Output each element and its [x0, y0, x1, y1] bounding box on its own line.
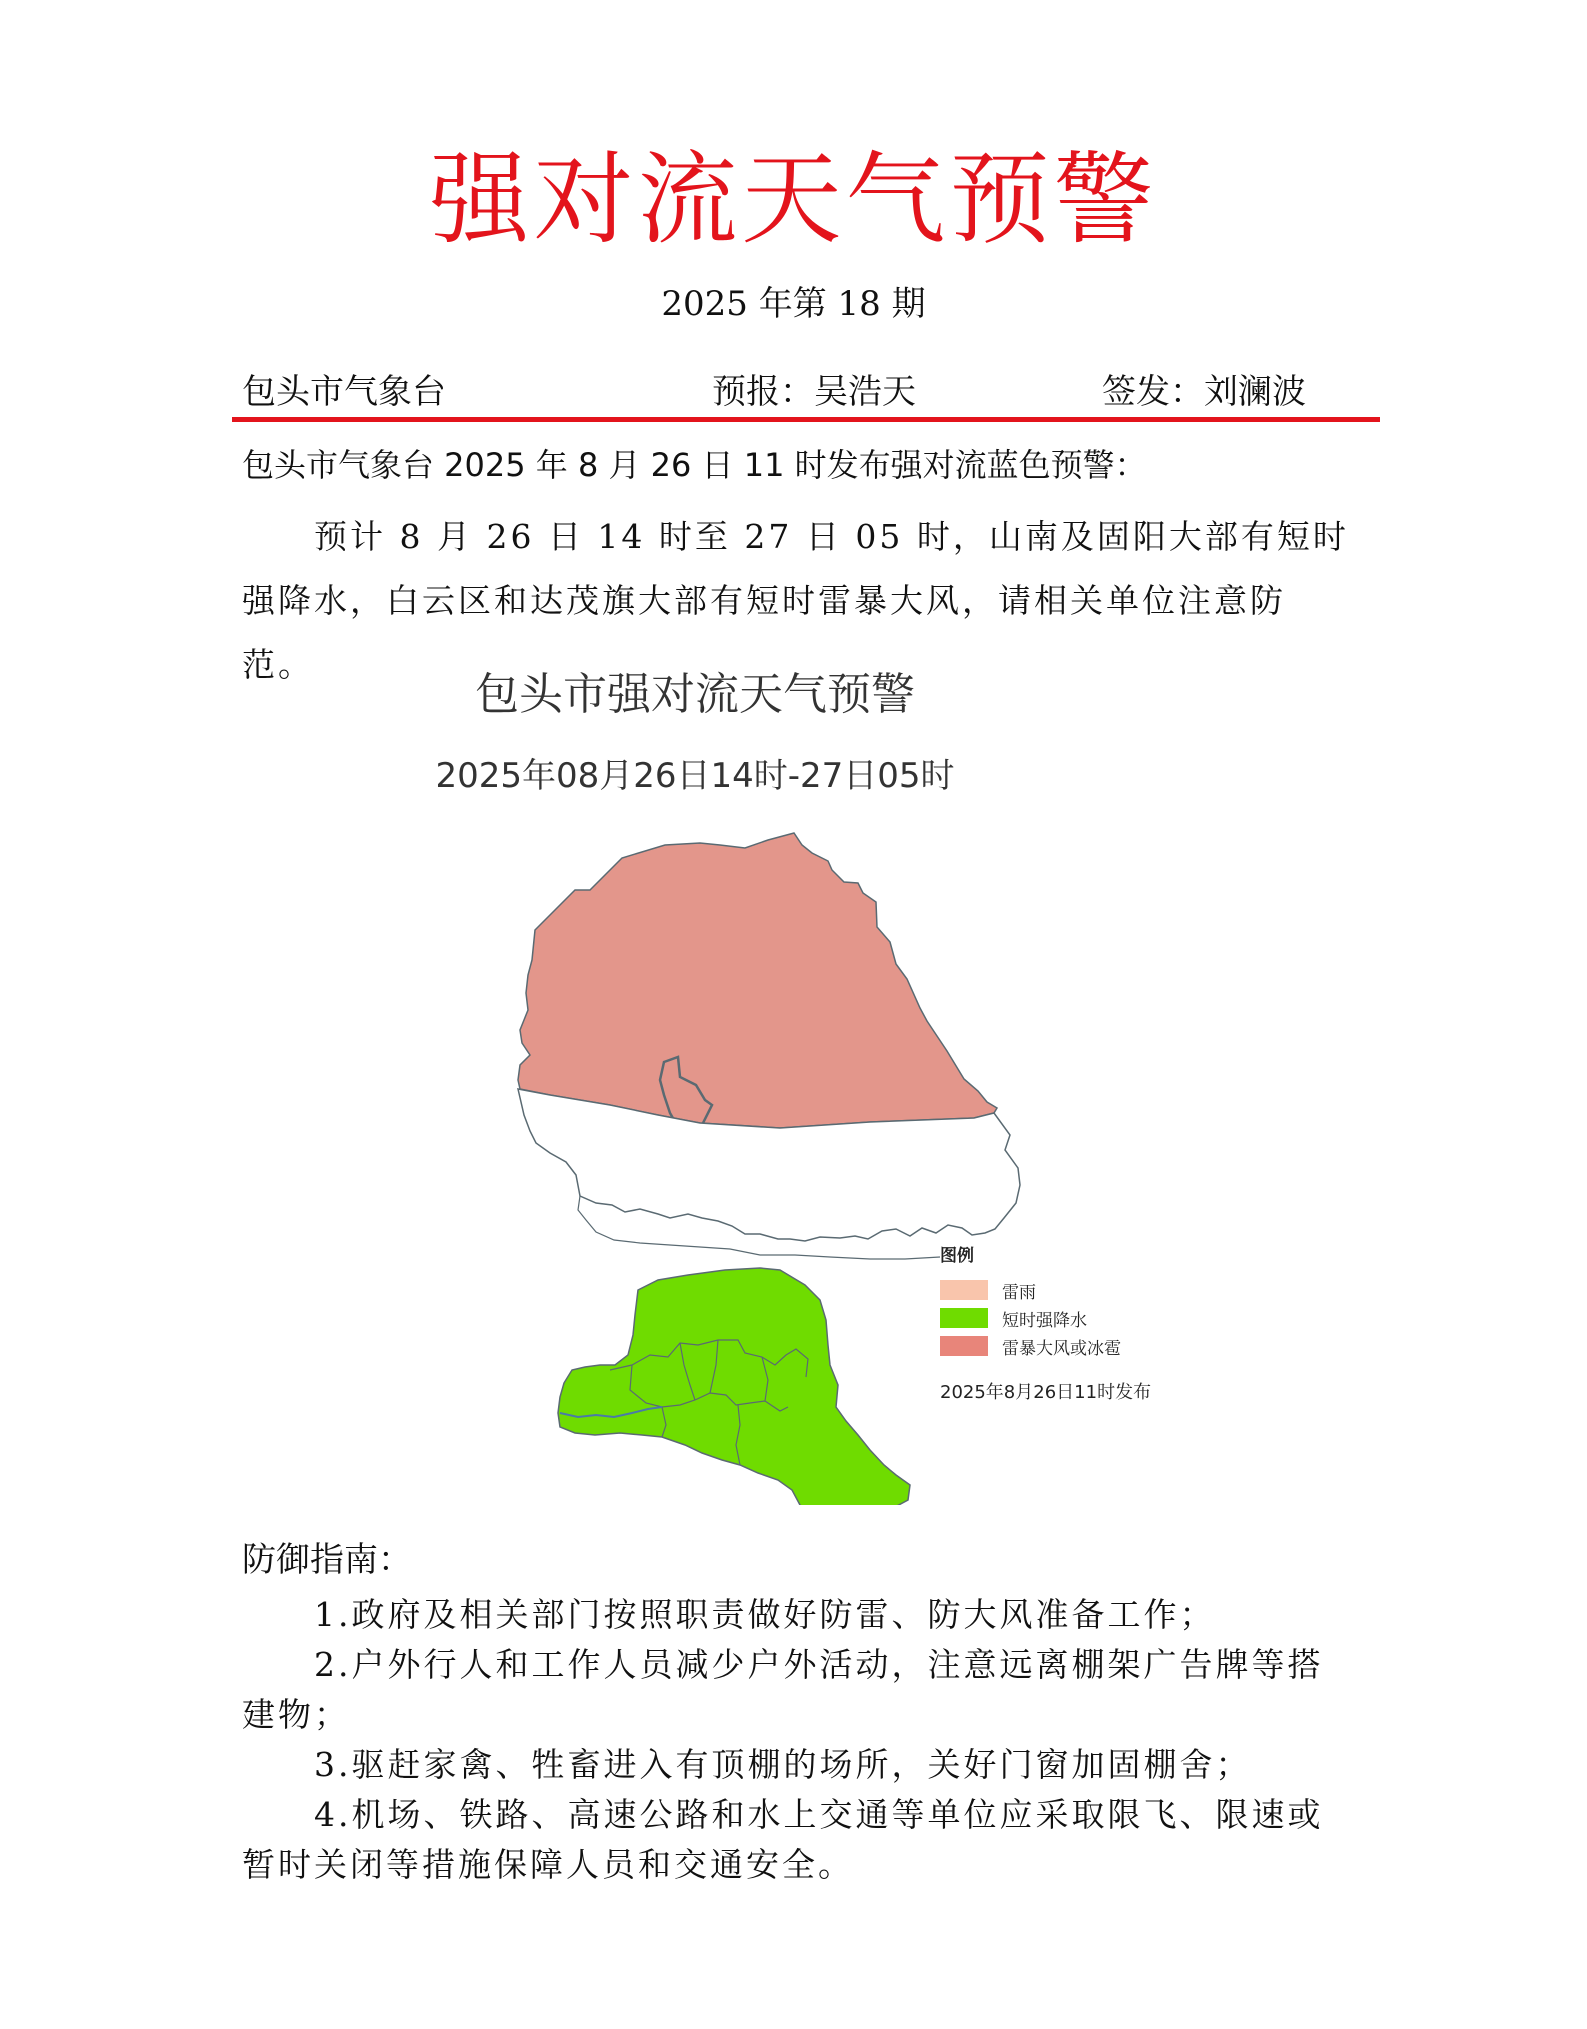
- signer: 签发：刘澜波: [1102, 372, 1306, 412]
- guidance-list: [242, 1590, 1352, 1890]
- guidance-item: 4.机场、铁路、高速公路和水上交通等单位应采取限飞、限速或暂时关闭等措施保障人员和交通安全。: [242, 1795, 1324, 1884]
- document-title: 强对流天气预警: [429, 141, 1158, 258]
- legend-label-heavy-rain: 短时强降水: [1002, 1310, 1087, 1331]
- guidance-item: 1.政府及相关部门按照职责做好防雷、防大风准备工作；: [314, 1595, 1216, 1634]
- legend-swatch-heavy-rain: [940, 1308, 988, 1328]
- issuing-office: 包头市气象台: [242, 372, 446, 412]
- legend-title: 图例: [940, 1246, 974, 1266]
- legend-label-thunderstorm: 雷雨: [1002, 1282, 1036, 1303]
- legend-item-gale-hail: [940, 1332, 1240, 1360]
- warning-map: [400, 665, 1200, 1505]
- map-subtitle: 2025年08月26日14时-27日05时: [435, 756, 955, 796]
- wind-zone: [518, 833, 997, 1128]
- issue-number: 2025 年第 18 期: [661, 284, 926, 324]
- guidance-title: 防御指南：: [242, 1540, 412, 1580]
- map-issue-time: 2025年8月26日11时发布: [940, 1382, 1152, 1403]
- warning-body-text: 预计 8 月 26 日 14 时至 27 日 05 时，山南及固阳大部有短时强降水，白云区和达茂旗大部有短时雷暴大风，请相关单位注意防范。: [242, 517, 1349, 684]
- header-divider: [232, 417, 1380, 422]
- map-legend: [940, 1241, 1240, 1404]
- legend-swatch-thunderstorm: [940, 1280, 988, 1300]
- forecaster: 预报：吴浩天: [712, 372, 916, 412]
- legend-label-gale-hail: 雷暴大风或冰雹: [1002, 1338, 1121, 1359]
- guidance-item: 2.户外行人和工作人员减少户外活动，注意远离棚架广告牌等搭建物；: [242, 1645, 1324, 1734]
- legend-item-heavy-rain: [940, 1304, 1240, 1332]
- map-title: 包头市强对流天气预警: [475, 669, 915, 720]
- lead-sentence: 包头市气象台 2025 年 8 月 26 日 11 时发布强对流蓝色预警：: [242, 446, 1147, 484]
- legend-item-thunderstorm: [940, 1276, 1240, 1304]
- guidance-item: 3.驱赶家禽、牲畜进入有顶棚的场所，关好门窗加固棚舍；: [314, 1745, 1252, 1784]
- document-header: [242, 364, 1372, 414]
- legend-swatch-gale-hail: [940, 1336, 988, 1356]
- rain-zone: [558, 1268, 910, 1505]
